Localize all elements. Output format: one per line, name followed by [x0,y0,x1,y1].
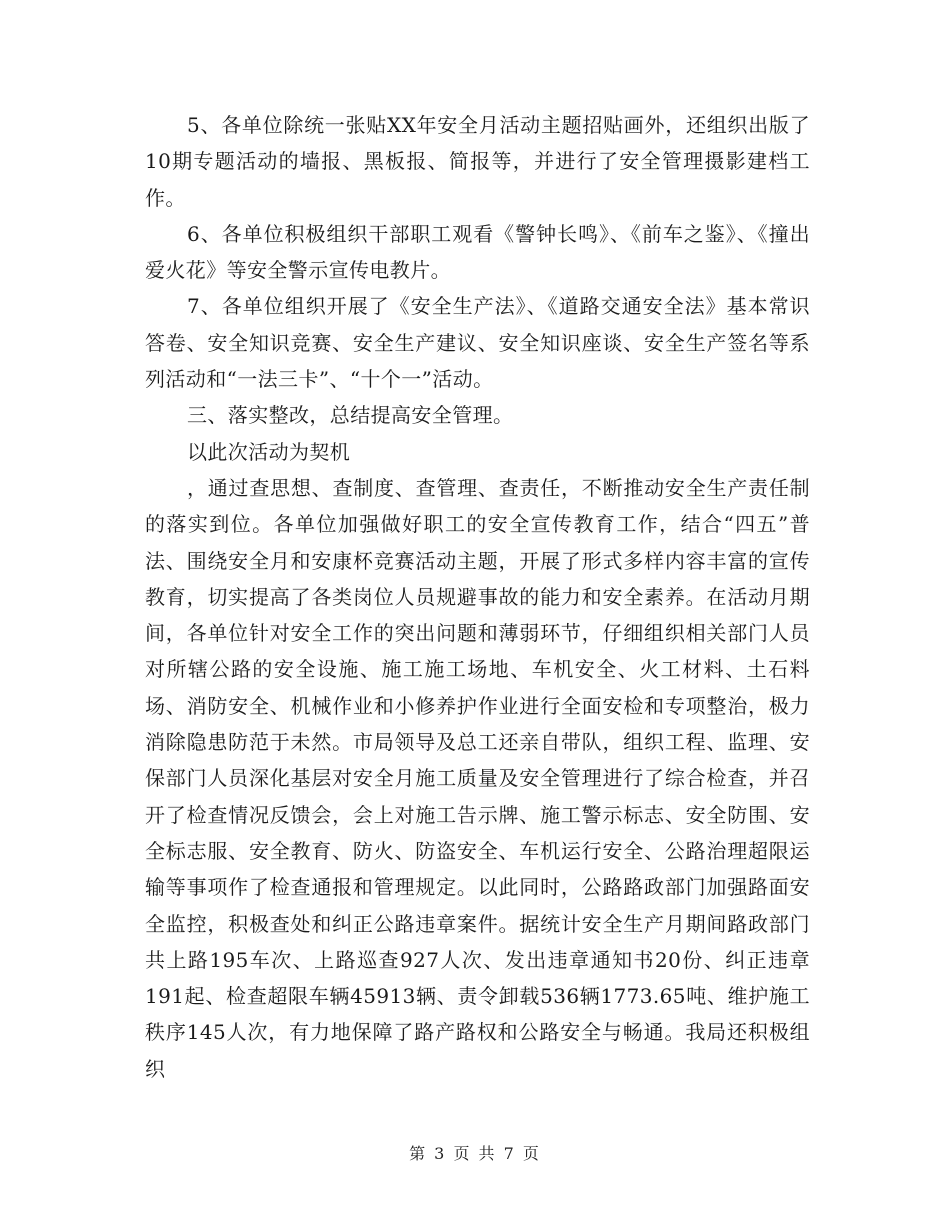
paragraph-item-7: 7、各单位组织开展了《安全生产法》、《道路交通安全法》基本常识答卷、安全知识竞赛、安全生产建议、安全知识座谈、安全生产签名等系列活动和“一法三卡”、“十个一”活动。 [145,294,810,392]
paragraph-item-6: 6、各单位积极组织干部职工观看《警钟长鸣》、《前车之鉴》、《撞出爱火花》等安全警示宣传电教片。 [145,221,810,283]
document-body [145,107,810,1087]
section-heading-3: 三、落实整改，总结提高安全管理。 [187,403,514,428]
paragraph-intro-fragment: 以此次活动为契机 [187,439,351,464]
page-number-footer: 第 3 页 共 7 页 [409,1144,541,1163]
paragraph-main-body: ，通过查思想、查制度、查管理、查责任，不断推动安全生产责任制的落实到位。各单位加强做好职工的安全宣传教育工作，结合“四五”普法、围绕安全月和安康杯竞赛活动主题，开展了形式多样内容丰富的宣传教育，切实提高了各类岗位人员规避事故的能力和安全素养。在活动月期间，各单位针对安全工作的突出问题和薄弱环节，仔细组织相关部门人员对所辖公路的安全设施、施工施工场地、车机安全、火工材料、土石料场、消防安全、机械作业和小修养护作业进行全面安检和专项整治，极力消除隐患防范于未然。市局领导及总工还亲自带队，组织工程、监理、安保部门人员深化基层对安全月施工质量及安全管理进行了综合检查，并召开了检查情况反馈会，会上对施工告示牌、施工警示标志、安全防围、安全标志服、安全教育、防火、防盗安全、车机运行安全、公路治理超限运输等事项作了检查通报和管理规定。以此同时，公路路政部门加强路面安全监控，积极查处和纠正公路违章案件。据统计安全生产月期间路政部门共上路195车次、上路巡查927人次、发出违章通知书20份、纠正违章191起、检查超限车辆45913辆、责令卸载536辆1773.65吨、维护施工秩序145人次，有力地保障了路产路权和公路安全与畅通。我局还积极组织 [145,475,810,1081]
paragraph-item-5: 5、各单位除统一张贴XX年安全月活动主题招贴画外，还组织出版了10期专题活动的墙报、黑板报、简报等，并进行了安全管理摄影建档工作。 [145,113,810,210]
